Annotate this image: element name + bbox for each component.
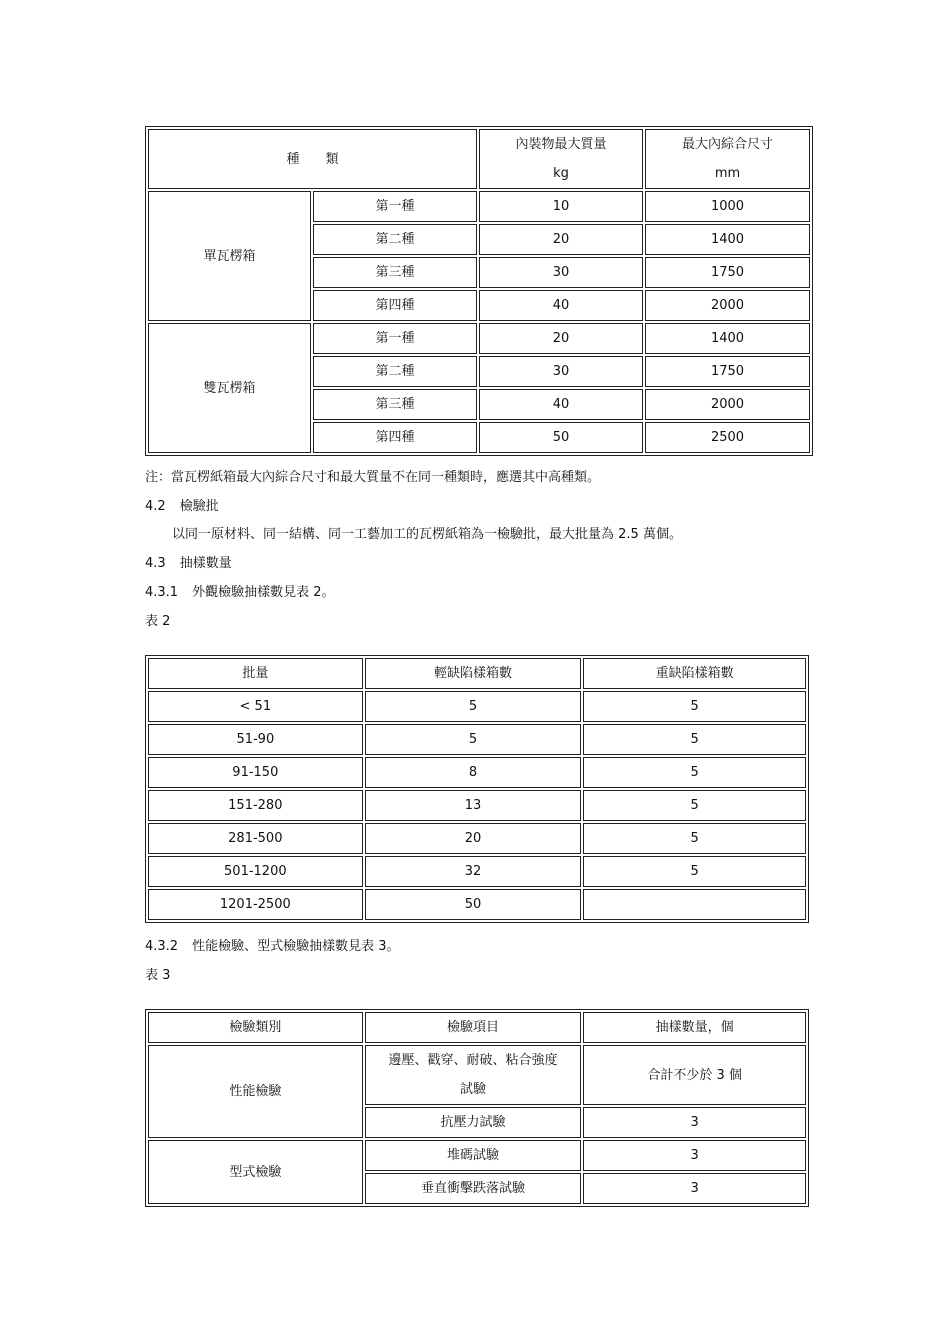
size-cell: 1400 (645, 323, 810, 354)
table-row (148, 323, 810, 354)
table-3-caption: 表 3 (145, 968, 171, 983)
lot-size-cell: 1201-2500 (148, 889, 363, 920)
mass-cell: 40 (479, 290, 643, 321)
table-row (148, 724, 806, 755)
item-cell: 堆碼試驗 (365, 1140, 582, 1171)
section-title: 外觀檢驗抽樣數見表 2。 (192, 585, 335, 600)
major-defect-cell (583, 889, 806, 920)
size-cell: 1400 (645, 224, 810, 255)
section-4-2-body: 以同一原材料、同一結構、同一工藝加工的瓦楞紙箱為一檢驗批，最大批量為 2.5 萬個。 (172, 527, 682, 542)
item-cell: 抗壓力試驗 (365, 1107, 582, 1138)
major-defect-cell: 5 (583, 856, 806, 887)
mass-cell: 30 (479, 356, 643, 387)
size-cell: 1750 (645, 257, 810, 288)
minor-defect-cell: 8 (365, 757, 582, 788)
lot-size-cell: 281-500 (148, 823, 363, 854)
mass-cell: 20 (479, 224, 643, 255)
table-row (148, 889, 806, 920)
table-header-row (148, 658, 806, 689)
grade-cell: 第一種 (313, 323, 477, 354)
lot-size-cell: 501-1200 (148, 856, 363, 887)
table-2-caption: 表 2 (145, 614, 171, 629)
header-category: 檢驗類別 (148, 1012, 363, 1043)
minor-defect-cell: 5 (365, 724, 582, 755)
minor-defect-cell: 13 (365, 790, 582, 821)
header-item: 檢驗項目 (365, 1012, 582, 1043)
grade-cell: 第四種 (313, 422, 477, 453)
grade-cell: 第二種 (313, 356, 477, 387)
section-4-3-2-heading (145, 935, 399, 954)
quantity-cell: 合計不少於 3 個 (583, 1045, 806, 1105)
header-max-mass-label: 內裝物最大質量 (515, 137, 607, 152)
quantity-cell: 3 (583, 1173, 806, 1204)
lot-size-cell: 151-280 (148, 790, 363, 821)
item-cell (365, 1045, 582, 1105)
section-4-3-heading (145, 552, 232, 571)
table-header-row (148, 1012, 806, 1043)
table-row (148, 757, 806, 788)
table-row (148, 856, 806, 887)
header-major-defect: 重缺陷樣箱數 (583, 658, 806, 689)
minor-defect-cell: 32 (365, 856, 582, 887)
group-name: 雙瓦楞箱 (148, 323, 311, 453)
major-defect-cell: 5 (583, 724, 806, 755)
section-number: 4.3 (145, 556, 166, 571)
header-lot-size: 批量 (148, 658, 363, 689)
category-cell: 性能檢驗 (148, 1045, 363, 1138)
group-name: 單瓦楞箱 (148, 191, 311, 321)
section-number: 4.3.2 (145, 939, 179, 954)
quantity-cell: 3 (583, 1140, 806, 1171)
major-defect-cell: 5 (583, 790, 806, 821)
lot-size-cell: 91-150 (148, 757, 363, 788)
header-quantity: 抽樣數量，個 (583, 1012, 806, 1043)
mass-cell: 10 (479, 191, 643, 222)
size-cell: 1750 (645, 356, 810, 387)
size-cell: 2500 (645, 422, 810, 453)
size-cell: 1000 (645, 191, 810, 222)
table-box-types (145, 126, 813, 456)
category-cell: 型式檢驗 (148, 1140, 363, 1204)
grade-cell: 第三種 (313, 389, 477, 420)
section-title: 性能檢驗、型式檢驗抽樣數見表 3。 (192, 939, 400, 954)
major-defect-cell: 5 (583, 691, 806, 722)
minor-defect-cell: 20 (365, 823, 582, 854)
table-row (148, 691, 806, 722)
header-max-mass (479, 129, 643, 189)
table-header-row (148, 129, 810, 189)
size-cell: 2000 (645, 290, 810, 321)
section-number: 4.3.1 (145, 585, 179, 600)
section-number: 4.2 (145, 499, 166, 514)
mass-cell: 50 (479, 422, 643, 453)
header-max-size-unit: mm (714, 166, 741, 181)
header-max-size-label: 最大內綜合尺寸 (682, 137, 774, 152)
table-row (148, 1045, 806, 1105)
section-title: 抽樣數量 (179, 556, 232, 571)
lot-size-cell: 51-90 (148, 724, 363, 755)
table-row (148, 191, 810, 222)
section-title: 檢驗批 (179, 499, 219, 514)
table-row (148, 1140, 806, 1171)
table-row (148, 790, 806, 821)
grade-cell: 第四種 (313, 290, 477, 321)
table-sampling-appearance (145, 655, 809, 923)
quantity-cell: 3 (583, 1107, 806, 1138)
grade-cell: 第二種 (313, 224, 477, 255)
item-cell: 垂直衝擊跌落試驗 (365, 1173, 582, 1204)
header-max-size (645, 129, 810, 189)
header-max-mass-unit: kg (553, 166, 569, 181)
size-cell: 2000 (645, 389, 810, 420)
item-line: 試驗 (459, 1082, 486, 1097)
header-type: 種 類 (148, 129, 477, 189)
table-sampling-performance (145, 1009, 809, 1207)
section-4-2-heading (145, 495, 219, 514)
table-row (148, 823, 806, 854)
header-minor-defect: 輕缺陷樣箱數 (365, 658, 582, 689)
mass-cell: 20 (479, 323, 643, 354)
mass-cell: 40 (479, 389, 643, 420)
minor-defect-cell: 50 (365, 889, 582, 920)
section-4-3-1-heading (145, 581, 334, 600)
mass-cell: 30 (479, 257, 643, 288)
item-line: 邊壓、戳穿、耐破、粘合強度 (388, 1053, 558, 1068)
lot-size-cell: < 51 (148, 691, 363, 722)
minor-defect-cell: 5 (365, 691, 582, 722)
major-defect-cell: 5 (583, 757, 806, 788)
note-text: 注：當瓦楞紙箱最大內綜合尺寸和最大質量不在同一種類時，應選其中高種類。 (145, 470, 601, 485)
major-defect-cell: 5 (583, 823, 806, 854)
grade-cell: 第一種 (313, 191, 477, 222)
grade-cell: 第三種 (313, 257, 477, 288)
